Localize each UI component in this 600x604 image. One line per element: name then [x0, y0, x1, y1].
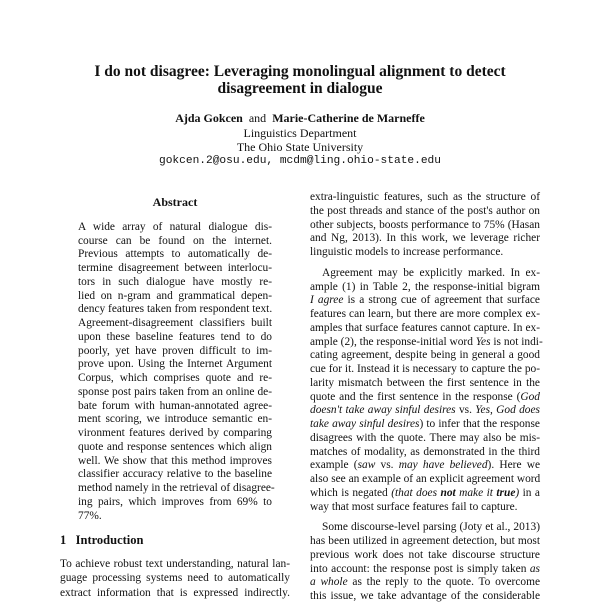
text-line [310, 391, 540, 405]
right-column-body [310, 191, 543, 604]
text-segment: ). Here we [487, 459, 541, 472]
text-segment: a whole [310, 576, 348, 589]
abstract-line: quote and response sentences which align [78, 440, 272, 453]
introduction-line: guage processing systems need to automatically [60, 572, 290, 585]
text-segment: (that does [391, 486, 441, 499]
introduction-section [60, 534, 290, 600]
text-segment: Yes [475, 335, 491, 348]
text-segment: vs. [375, 459, 399, 472]
text-line [310, 349, 540, 363]
text-segment: I agree [310, 294, 344, 307]
text-segment: Yes, God does [475, 404, 540, 417]
abstract-line: Previous attempts to automatically de- [78, 248, 272, 261]
author-2: Marie-Catherine de Marneffe [272, 111, 425, 125]
introduction-body [60, 557, 290, 600]
abstract-line: sponse post pairs taken from an online de- [78, 385, 272, 398]
text-segment: previous work does not take discourse structure [310, 548, 540, 561]
text-segment: take away sinful desires [310, 418, 420, 430]
abstract-line: lied on n-gram and grammatical depen- [78, 289, 272, 302]
text-segment: disagrees with the quote. There may also be mis- [310, 431, 540, 444]
text-line [310, 205, 540, 219]
introduction-heading [60, 534, 290, 548]
abstract-line: prove upon. Using the Internet Argument [78, 358, 272, 371]
text-segment: ample (1) in Table 2, the response-initial bigram [310, 280, 540, 293]
abstract-line: vironment features derived by comparing [78, 427, 272, 439]
text-line [310, 563, 540, 577]
department: Linguistics Department [243, 126, 357, 140]
abstract-line: A wide array of natural dialogue dis- [78, 220, 272, 233]
text-segment: true [496, 486, 516, 499]
abstract-line: classifier accuracy relative to the baseline [78, 468, 272, 481]
text-segment: is not indi- [490, 335, 543, 348]
text-line [310, 294, 540, 308]
abstract-line: bate forum with human-annotated agree- [78, 399, 272, 412]
abstract-line: method namely in the retrieval of disagree- [78, 482, 275, 494]
text-segment: ) to infer that the response [419, 418, 540, 430]
text-line [310, 576, 540, 590]
text-segment: as the reply to the quote. To overcome [347, 576, 540, 589]
abstract-line: upon these baseline features tend to do [78, 330, 272, 343]
text-segment: this issue, we take advantage of the considerable [310, 590, 540, 602]
section-number: 1 [60, 533, 67, 547]
text-segment: cue for it. Instead it is necessary to capture the po- [310, 363, 540, 375]
text-line [310, 521, 540, 535]
text-segment: ) [515, 486, 520, 499]
text-line [310, 404, 540, 418]
author-conjunction: and [248, 111, 267, 125]
text-segment: ample (2), the response-initial word [310, 335, 476, 348]
text-segment: not [440, 486, 456, 499]
university: The Ohio State University [236, 140, 364, 154]
text-segment: features can learn, but there are more complex ex- [310, 308, 540, 320]
text-segment: matches of modality, as demonstrated in the third [310, 445, 540, 458]
author-emails: gokcen.2@osu.edu, mcdm@ling.ohio-state.edu [159, 155, 441, 167]
text-line [310, 473, 540, 487]
text-line [310, 246, 540, 260]
text-line [310, 363, 540, 377]
paper-title-line-2: disagreement in dialogue [217, 80, 383, 97]
text-segment: larity mismatch between the first sentence in the [310, 376, 540, 389]
abstract-line: Agreement-disagreement classifiers built [78, 317, 272, 329]
text-line [310, 549, 540, 563]
abstract-line: tors in such dialogue have mostly re- [78, 275, 272, 288]
text-line [310, 501, 540, 515]
text-line [310, 308, 540, 322]
text-line [310, 535, 540, 549]
abstract-line: poorly, yet have proven difficult to im- [78, 344, 272, 357]
abstract-line: course can be found on the internet. [78, 234, 272, 247]
abstract-line: well. We show that this method improves [78, 454, 272, 467]
text-line [310, 335, 543, 350]
text-line [310, 377, 540, 391]
abstract-body [78, 220, 275, 524]
abstract-line: ing pairs, which improves from 69% to [78, 495, 272, 508]
abstract-heading: Abstract [152, 195, 198, 209]
text-segment: extra-linguistic features, such as the structure of [310, 191, 540, 203]
abstract-line: 77%. [78, 509, 102, 522]
abstract-line: ment scoring, we introduce semantic en- [78, 413, 272, 426]
text-segment: saw [357, 459, 376, 472]
text-segment: Agreement may be explicitly marked. In ex- [322, 266, 540, 279]
author-1: Ajda Gokcen [175, 111, 243, 125]
section-title: Introduction [75, 533, 144, 547]
text-segment: linguistic models to increase performance. [310, 246, 504, 258]
text-line [310, 590, 540, 604]
text-segment: also see an example of an explicit agreement word [310, 473, 541, 485]
abstract-line: termine disagreement between interlocu- [78, 262, 272, 274]
text-segment: which is negated [310, 486, 392, 499]
text-segment: may have believed [398, 459, 488, 472]
text-segment: way that most surface features fail to capture. [310, 500, 518, 513]
text-segment: the post threads and stance of the post's author on [310, 204, 540, 217]
text-segment: God [520, 390, 540, 403]
text-line [310, 281, 540, 295]
text-line [310, 487, 540, 501]
text-segment: doesn't take away sinful desires [310, 404, 456, 417]
text-segment: and Ng, 2013). In this work, we leverage richer [310, 232, 540, 245]
text-segment: as [529, 562, 540, 575]
text-segment: amples that surface features cannot capture. In ex- [310, 321, 540, 334]
introduction-line: To achieve robust text understanding, natural lan- [60, 557, 290, 570]
introduction-line: extract information that is expressed indirectly. [60, 586, 290, 599]
author-line [0, 111, 600, 126]
text-segment: into account: the response post is simply taken [310, 562, 530, 575]
text-segment: has been utilized in agreement detection, but most [310, 535, 540, 547]
text-line [310, 322, 540, 336]
text-line [310, 191, 540, 205]
text-line [310, 418, 540, 432]
abstract-section [60, 196, 290, 523]
text-segment: vs. [455, 404, 476, 417]
text-segment: cating agreement, despite being in general a good [310, 349, 540, 362]
text-line [310, 432, 540, 446]
abstract-line: Corpus, which comprises quote and re- [78, 372, 272, 384]
text-segment: example ( [310, 459, 358, 472]
text-segment: quote and the first sentence in the response ( [310, 390, 521, 403]
text-line [310, 446, 540, 460]
text-segment: Some discourse-level parsing (Joty et al., 2013) [322, 521, 540, 534]
text-segment: make it [455, 486, 497, 499]
text-line [310, 459, 540, 473]
abstract-line: dency features taken from respondent text. [78, 303, 273, 316]
text-segment: other subjects, boosts performance to 75% (Hasan [310, 218, 540, 231]
text-line [310, 267, 540, 281]
text-segment: is a strong cue of agreement that surface [343, 294, 540, 307]
text-line [310, 219, 540, 233]
text-line [310, 232, 540, 246]
paper-title-line-1: I do not disagree: Leveraging monolingual alignment to detect [94, 63, 506, 80]
text-segment: in a [519, 486, 540, 499]
